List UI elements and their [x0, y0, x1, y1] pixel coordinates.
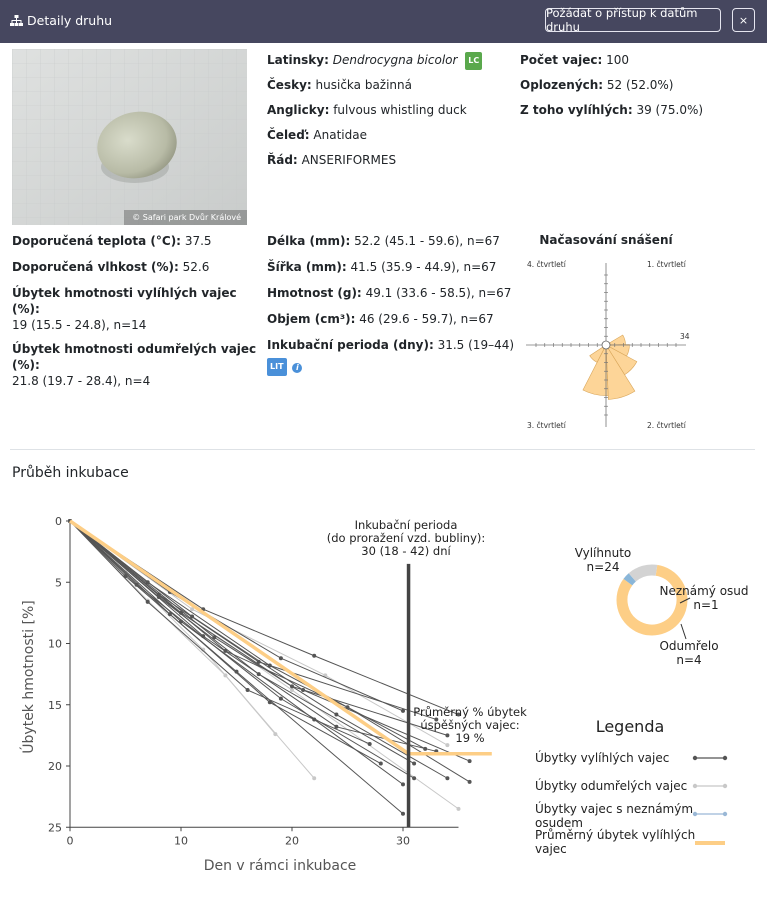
volume-row — [267, 311, 517, 337]
length-value: 52.2 (45.1 - 59.6), n=67 — [354, 234, 500, 248]
legend-hatched-label: Úbytky vylíhlých vajec — [535, 751, 670, 765]
loss-hatched-value: 19 (15.5 - 24.8), n=14 — [12, 318, 147, 332]
incubation-annotation-line: Inkubační perioda — [354, 518, 458, 532]
laying-chart-title: Načasování snášení — [539, 233, 673, 247]
order-label: Řád: — [267, 153, 298, 167]
hatched-egg-point — [379, 762, 383, 766]
modal-title — [10, 13, 112, 28]
czech-name: husička bažinná — [315, 78, 412, 92]
modal-title-text: Detaily druhu — [27, 13, 113, 28]
laying-timing-chart — [520, 228, 695, 438]
czech-row — [267, 77, 482, 102]
incubation-annotation-line: 30 (18 - 42) dní — [361, 544, 451, 558]
incubation-value: 31.5 (19–44) — [437, 338, 515, 352]
incubation-label: Inkubační perioda (dny): — [267, 338, 434, 352]
humidity-value: 52.6 — [182, 260, 210, 274]
hatched-egg-point — [412, 776, 416, 780]
loss-hatched-label: Úbytek hmotnosti vylíhlých vajec (%): — [12, 286, 237, 316]
legend-dead-label: Úbytky odumřelých vajec — [535, 779, 688, 793]
donut-hatched-count: n=24 — [586, 560, 620, 574]
legend-avg-label: Průměrný úbytek vylíhlých vajec — [535, 828, 696, 856]
temp-label: Doporučená teplota (°C): — [12, 234, 181, 248]
info-icon[interactable]: i — [292, 363, 302, 373]
donut-dead-leader — [681, 624, 686, 639]
temp-row — [12, 233, 257, 259]
english-label: Anglicky: — [267, 103, 330, 117]
legend-title: Legenda — [595, 717, 665, 736]
fertile-value: 52 (52.0%) — [606, 78, 674, 92]
dead-egg-point — [273, 732, 277, 736]
latin-row — [267, 52, 482, 77]
english-name: fulvous whistling duck — [333, 103, 467, 117]
legend-hatched-marker-start — [693, 756, 697, 760]
donut-hatched-label: Vylíhnuto — [574, 546, 632, 560]
hatched-egg-point — [346, 705, 350, 709]
dead-egg-point — [290, 688, 294, 692]
hatched-egg-line — [70, 521, 403, 711]
egg-photo — [12, 49, 247, 225]
quarter-1-label: 1. čtvrtletí — [647, 260, 686, 269]
length-row — [267, 233, 517, 259]
x-tick-label: 30 — [396, 834, 410, 848]
close-button[interactable]: × — [732, 8, 755, 32]
rose-center — [602, 341, 610, 349]
y-tick-label: 0 — [55, 515, 62, 528]
humidity-label: Doporučená vlhkost (%): — [12, 260, 179, 274]
x-tick-label: 10 — [174, 834, 188, 848]
photo-credit: © Safari park Dvůr Králové — [132, 213, 241, 222]
incubation-row — [267, 337, 517, 353]
legend-dead-marker-end — [723, 784, 727, 788]
lit-badge[interactable]: LIT — [267, 358, 287, 376]
hatched-egg-point — [223, 649, 227, 653]
hatched-egg-point — [301, 688, 305, 692]
chart-legend — [525, 712, 765, 862]
y-tick-label: 10 — [48, 637, 62, 651]
average-annotation-line: úspěšných vajec: — [420, 718, 520, 732]
hatched-egg-point — [401, 782, 405, 786]
egg-measurements — [267, 233, 517, 376]
outcome-donut-chart — [540, 540, 765, 680]
temp-value: 37.5 — [184, 234, 212, 248]
legend-hatched-marker-end — [723, 756, 727, 760]
latin-label: Latinsky: — [267, 53, 329, 67]
loss-dead-label: Úbytek hmotnosti odumřelých vajec (%): — [12, 342, 257, 372]
eggs-value: 100 — [606, 53, 630, 67]
legend-dead-marker-start — [693, 784, 697, 788]
dead-egg-point — [457, 807, 461, 811]
czech-label: Česky: — [267, 78, 312, 92]
hatched-egg-line — [70, 521, 370, 744]
hatched-egg-point — [146, 600, 150, 604]
x-tick-label: 0 — [66, 834, 74, 848]
egg-photo-image — [12, 49, 247, 225]
donut-dead-slice — [632, 570, 656, 577]
mass-row — [267, 285, 517, 311]
quarter-4-label: 4. čtvrtletí — [527, 260, 566, 269]
fertile-row — [520, 77, 703, 102]
hatched-egg-point — [135, 583, 139, 587]
length-label: Délka (mm): — [267, 234, 351, 248]
weight-loss-chart — [0, 495, 527, 875]
volume-value: 46 (29.6 - 59.7), n=67 — [359, 312, 494, 326]
family-label: Čeleď: — [267, 128, 310, 142]
donut-unknown-slice — [628, 577, 632, 582]
eggs-row — [520, 52, 703, 77]
hatched-egg-point — [279, 697, 283, 701]
family-row — [267, 127, 482, 152]
hatched-egg-point — [401, 812, 405, 816]
hatched-egg-point — [246, 688, 250, 692]
hatched-row — [520, 102, 703, 127]
modal-header — [0, 0, 767, 43]
y-tick-label: 25 — [48, 821, 62, 835]
loss-dead-row — [12, 341, 257, 389]
rose-max-label: 34 — [680, 332, 690, 341]
request-access-button[interactable]: Požádat o přístup k datům druhu — [545, 8, 721, 32]
donut-dead-label: Odumřelo — [659, 639, 719, 653]
hatched-egg-point — [401, 709, 405, 713]
legend-unknown-marker-end — [723, 812, 727, 816]
dead-egg-line — [70, 521, 459, 809]
width-label: Šířka (mm): — [267, 260, 347, 274]
y-tick-label: 20 — [48, 760, 62, 773]
hatched-egg-point — [334, 713, 338, 717]
hatched-value: 39 (75.0%) — [636, 103, 704, 117]
order-row — [267, 152, 482, 177]
hatched-egg-point — [279, 656, 283, 660]
hatched-egg-point — [312, 654, 316, 658]
volume-label: Objem (cm³): — [267, 312, 356, 326]
sitemap-icon — [10, 15, 23, 27]
species-info — [267, 52, 482, 177]
mass-label: Hmotnost (g): — [267, 286, 362, 300]
dead-egg-point — [445, 743, 449, 747]
average-annotation-line: 19 % — [455, 731, 485, 745]
legend-unknown-label: Úbytky vajec s neznámým osudem — [535, 802, 694, 830]
hatched-egg-point — [445, 733, 449, 737]
legend-unknown-marker-start — [693, 812, 697, 816]
rose-wedge — [609, 335, 625, 345]
egg-counts — [520, 52, 703, 127]
donut-unknown-label: Neznámý osud — [659, 584, 749, 598]
mass-value: 49.1 (33.6 - 58.5), n=67 — [365, 286, 512, 300]
recommended-conditions — [12, 233, 257, 389]
order-name: ANSERIFORMES — [301, 153, 397, 167]
legend-avg-wrap — [535, 828, 700, 860]
quarter-3-label: 3. čtvrtletí — [527, 421, 566, 430]
hatched-label: Z toho vylíhlých: — [520, 103, 633, 117]
hatched-egg-point — [412, 762, 416, 766]
humidity-row — [12, 259, 257, 285]
x-tick-label: 20 — [285, 834, 299, 848]
loss-hatched-row — [12, 285, 257, 333]
dead-egg-point — [223, 673, 227, 677]
donut-unknown-count: n=1 — [693, 598, 719, 612]
width-row — [267, 259, 517, 285]
y-tick-label: 5 — [55, 576, 62, 590]
incubation-source — [267, 357, 517, 376]
section-divider — [10, 449, 755, 450]
family-name: Anatidae — [313, 128, 367, 142]
hatched-egg-point — [445, 776, 449, 780]
y-tick-label: 15 — [48, 698, 62, 712]
hatched-egg-point — [268, 664, 272, 668]
eggs-label: Počet vajec: — [520, 53, 603, 67]
english-row — [267, 102, 482, 127]
fertile-label: Oplozených: — [520, 78, 604, 92]
hatched-egg-line — [70, 521, 403, 814]
donut-dead-count: n=4 — [676, 653, 702, 667]
incubation-section-title: Průběh inkubace — [12, 465, 129, 481]
dead-egg-point — [312, 776, 316, 780]
average-annotation-line: Průměrný % úbytek — [413, 705, 527, 719]
hatched-egg-point — [468, 759, 472, 763]
y-axis-label: Úbytek hmotnosti [%] — [21, 600, 37, 754]
x-axis-label: Den v rámci inkubace — [203, 858, 357, 874]
hatched-egg-point — [368, 742, 372, 746]
loss-dead-value: 21.8 (19.7 - 28.4), n=4 — [12, 374, 151, 388]
iucn-badge[interactable]: LC — [465, 52, 482, 70]
width-value: 41.5 (35.9 - 44.9), n=67 — [350, 260, 497, 274]
hatched-egg-point — [468, 780, 472, 784]
quarter-2-label: 2. čtvrtletí — [647, 421, 686, 430]
incubation-annotation-line: (do proražení vzd. bubliny): — [326, 531, 486, 545]
latin-name: Dendrocygna bicolor — [332, 53, 458, 67]
